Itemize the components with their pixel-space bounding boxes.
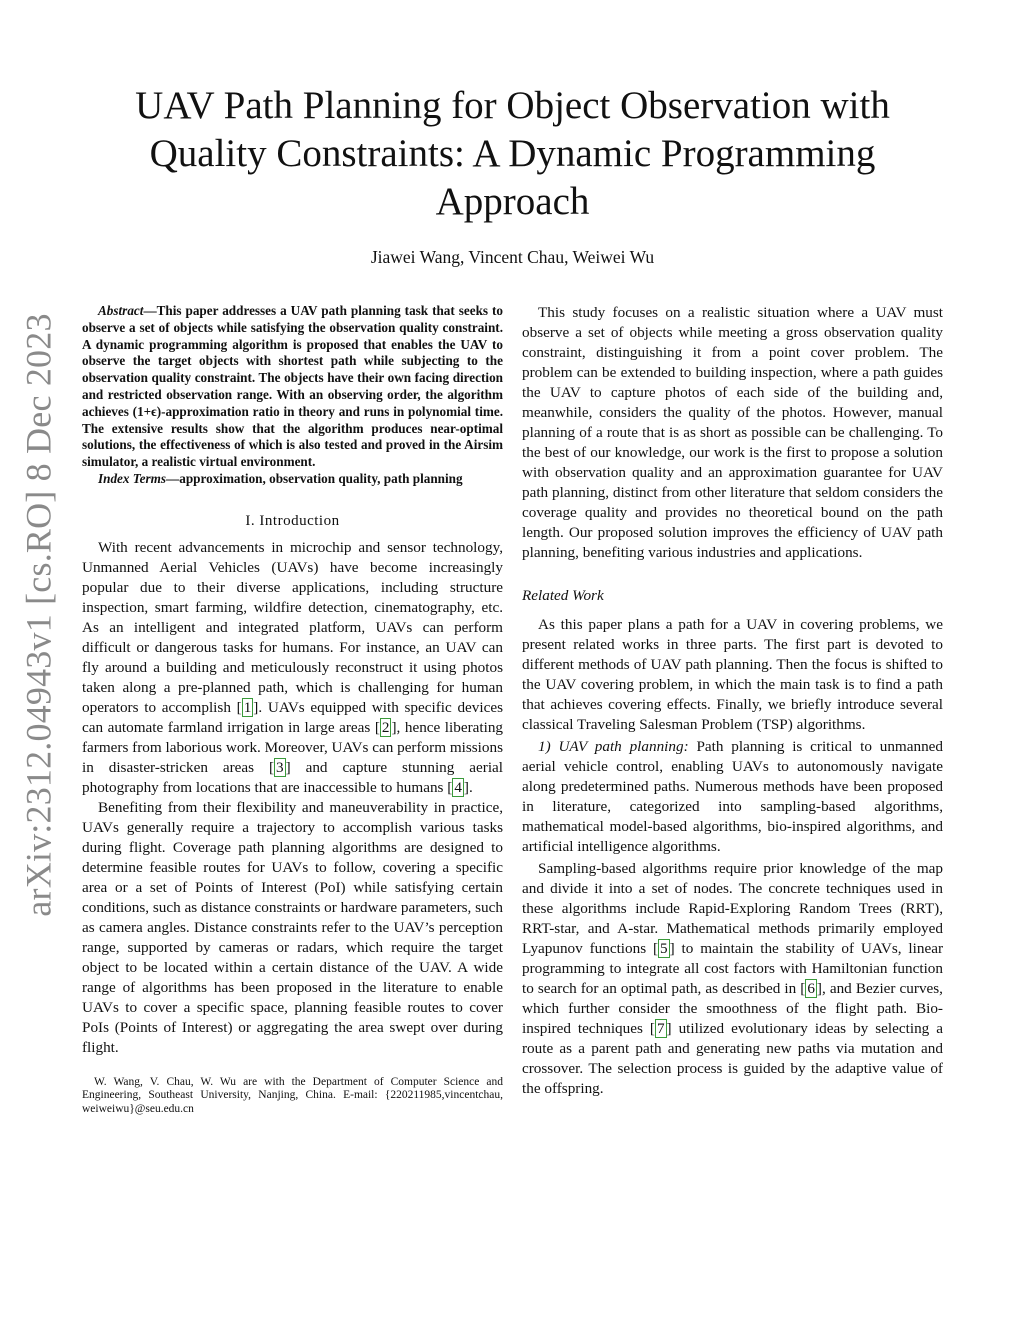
citation-link[interactable]: 4 [454,778,462,796]
abstract-label: Abstract [98,303,144,318]
uav-path-planning-paragraph [522,737,943,857]
arxiv-id-text: arXiv:2312.04943v1 [cs.RO] 8 Dec 2023 [19,313,59,917]
related-work-paragraph: As this paper plans a path for a UAV in covering problems, we present related works in three parts. The first part is devoted to different methods of UAV path planning. Then the focus is shifted to the UAV covering problem, in which the main task is to find a path that achieves covering effects. Finally, we briefly introduce several classical Traveling Salesman Problem (TSP) algorithms. [522,616,943,733]
citation-link[interactable]: 5 [660,940,668,957]
citation-link[interactable]: 1 [243,698,252,716]
author-list: Jiawei Wang, Vincent Chau, Weiwei Wu [370,247,655,267]
subsection-label: 1) UAV path planning: [538,738,689,755]
intro-paragraph-1: With recent advancements in microchip and sensor technology, Unmanned Aerial Vehicles (UAVs) have become increasingly popular due to their diverse applications, including structure inspection, smart farming, wildfire detection, cinematography, etc. As an intelligent and integrated platform, UAVs can perform difficult or dangerous tasks for humans. For instance, an UAV can fly around a building and meticulously reconstruct it using photos taken along a pre-planned path, which is challenging for human operators to accomplish [ 1 ]. UAVs equipped with specific devices can automate farmland irrigation in large areas [ 2 ], hence liberating farmers from laborious work. Moreover, UAVs can perform missions in disaster-stricken areas [ 3 ] and capture stunning aerial photography from locations that are inaccessible to humans [ 4 ]. [82,538,504,796]
title-line-3: Approach [435,180,590,223]
title-line-1: UAV Path Planning for Object Observation with [135,84,890,127]
text-run: . [468,778,473,796]
left-column [82,303,503,1116]
text-run: Sampling-based algorithms require prior knowledge of the map and divide it into a set of nodes. The concrete techniques used in these algorithms include Rapid-Exploring Random Trees (RRT), RRT-star, and A-star. Mathematical methods primarily employed Lyapunov functions [522,860,943,957]
citation-link[interactable]: 7 [656,1020,665,1037]
text-run: , and Bezier curves, which further consider the smoothness of the flight path. Bio-inspired techniques [522,980,943,1037]
sampling-algorithms-paragraph: Sampling-based algorithms require prior knowledge of the map and divide it into a set of nodes. The concrete techniques used in these algorithms include Rapid-Exploring Random Trees (RRT), RRT-star, and A-star. Mathematical methods primarily employed Lyapunov functions [ 5 ] to maintain the stability of UAVs, linear programming to integrate all cost factors with Hamiltonian function to search for an optimal path, as described in [ 6 ], and Bezier curves, which further consider the smoothness of the flight path. Bio-inspired techniques [ 7 ] utilized evolutionary ideas by selecting a route as a parent path and generating new paths via mutation and crossover. The selection process is guided by the adaptive value of the offspring. [522,860,944,1097]
text-run: and capture stunning aerial photography from locations that are inaccessible to humans [82,758,503,796]
section-heading-introduction: I. Introduction [245,512,340,529]
citation-link[interactable]: 2 [381,718,390,736]
citation-link[interactable]: 6 [807,980,815,997]
paper-title [90,82,935,226]
text-run: Path planning is critical to unmanned aerial vehicle control, enabling UAVs to autonomously navigate along predetermined paths. Numerous methods have been proposed in literature, categorized into sampling-based algorithms, mathematical model-based algorithms, bio-inspired algorithms, and artificial intelligence algorithms. [522,738,944,855]
text-run: . UAVs equipped with specific devices can automate farmland irrigation in large areas [82,698,503,736]
text-run: utilized evolutionary ideas by selecting a route as a parent path and generating new paths via mutation and crossover. The selection process is guided by the adaptive value of the offspring. [522,1020,943,1097]
arxiv-identifier [14,313,64,917]
intro-paragraph-3: This study focuses on a realistic situation where a UAV must observe a set of objects while meeting a gross observation quality constraint, distinguishing it from a point cover problem. The problem can be extended to building inspection, where a path guides the UAV to capture photos of each side of the building and, meanwhile, considers the quality of the photos. However, manual planning of a route that is as short as possible can be challenging. To the best of our knowledge, our work is the first to propose a solution with observation quality and an approximation guarantee for UAV path planning, distinct from other literature that seldom considers the coverage quality and provides no theoretical bound on the path length. Our proposed solution improves the efficiency of UAV path planning, benefiting various industries and applications. [522,304,943,561]
abstract [82,303,503,471]
index-terms-text: —approximation, observation quality, path planning [166,470,463,486]
intro-paragraph-2: Benefiting from their flexibility and maneuverability in practice, UAVs generally require a trajectory to accomplish various tasks during flight. Coverage path planning algorithms are designed to determine feasible routes for UAVs to follow, covering a specific area or a set of Points of Interest (PoI) while satisfying certain conditions, such as distance constraints or hardware parameters, such as camera angles. Distance constraints refer to the UAV’s perception range, supported by cameras or radars, which require the target object to be located within a certain distance of the UAV. A wide range of algorithms has been proposed in the literature to enable UAVs to cover a specific space, planning feasible routes to cover PoIs (Points of Interest) or aggregating the area swept over during flight. [82,798,503,1056]
abstract-text: —This paper addresses a UAV path planning task that seeks to observe a set of objects while satisfying the observation quality constraint. A dynamic programming algorithm is proposed that enables the UAV to observe the target objects with shortest path while subjecting to the observation quality constraint. The objects have their own facing direction and restricted observation range. With an observing order, the algorithm achieves (1+ϵ)-approximation ratio in theory and runs in polynomial time. The extensive results show that the algorithm produces near-optimal solutions, the effectiveness of which is also tested and proved in the Airsim simulator, a realistic virtual environment. [82,303,503,470]
title-line-2: Quality Constraints: A Dynamic Programming [149,132,876,175]
text-run: , hence liberating farmers from laborious work. Moreover, UAVs can perform missions in disaster-stricken areas [82,718,504,776]
author-footnote: W. Wang, V. Chau, W. Wu are with the Department of Computer Science and Engineering, Southeast University, Nanjing, China. E-mail: {220211985,vincentchau, weiweiwu}@seu.edu.cn [82,1075,503,1115]
index-terms [82,471,503,488]
related-work-heading: Related Work [522,587,604,604]
index-terms-label: Index Terms [98,470,167,486]
text-run: to maintain the stability of UAVs, linear programming to integrate all cost factors with Hamiltonian function to search for an optimal path, as described in [522,940,944,997]
text-run: With recent advancements in microchip and sensor technology, Unmanned Aerial Vehicles (UAVs) have become increasingly popular due to their diverse applications, including structure inspection, smart farming, wildfire detection, cinematography, etc. As an intelligent and integrated platform, UAVs can perform difficult or dangerous tasks for humans. For instance, an UAV can fly around a building and meticulously reconstruct it using photos taken along a pre-planned path, which is challenging for human operators to accomplish [82,538,503,716]
right-column [522,303,943,1099]
citation-link[interactable]: 3 [276,758,284,776]
